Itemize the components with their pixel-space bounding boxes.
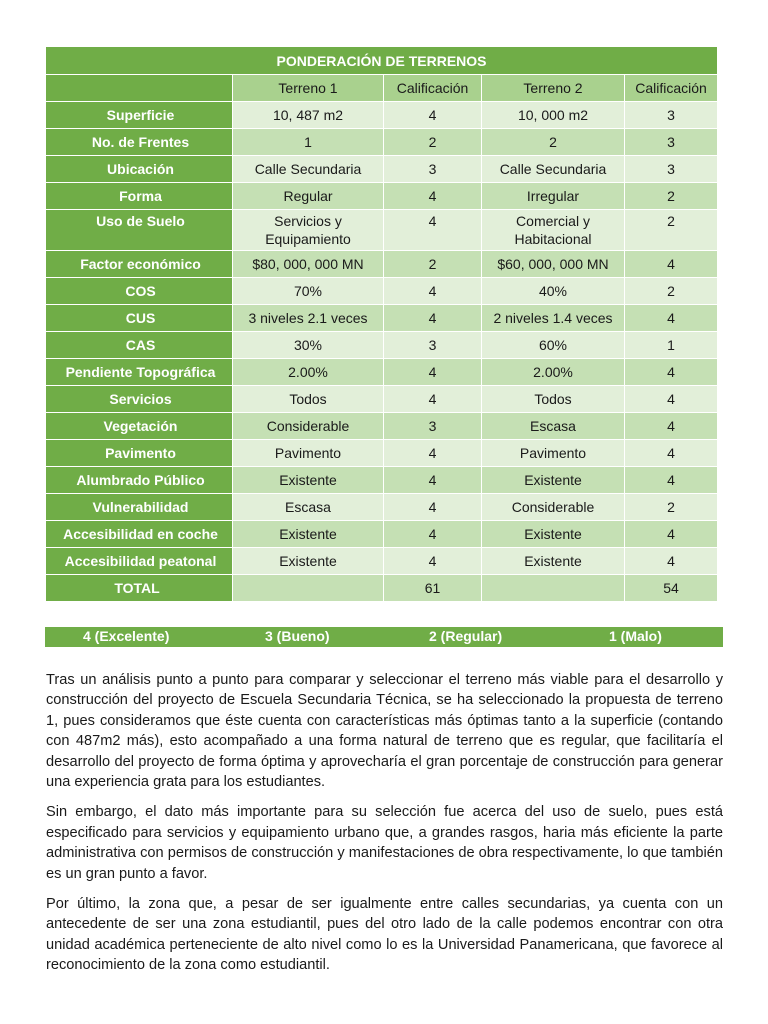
table-row — [46, 440, 718, 467]
calificacion-2-value: 4 — [625, 467, 718, 494]
terreno-1-value: Pavimento — [233, 440, 384, 467]
terreno-2-value: Escasa — [482, 413, 625, 440]
calificacion-2-value: 2 — [625, 278, 718, 305]
calificacion-1-value: 3 — [384, 156, 482, 183]
terreno-1-value: 30% — [233, 332, 384, 359]
table-row — [46, 521, 718, 548]
calificacion-2-value: 4 — [625, 305, 718, 332]
row-label: Accesibilidad peatonal — [46, 548, 233, 575]
terreno-2-value: Irregular — [482, 183, 625, 210]
terreno-2-value: Considerable — [482, 494, 625, 521]
total-calificacion-1: 61 — [384, 575, 482, 602]
terreno-2-value: 60% — [482, 332, 625, 359]
row-label: No. de Frentes — [46, 129, 233, 156]
row-label: Ubicación — [46, 156, 233, 183]
row-label: Alumbrado Público — [46, 467, 233, 494]
calificacion-2-value: 4 — [625, 413, 718, 440]
header-empty-cell — [46, 75, 233, 102]
table-body — [46, 102, 718, 575]
terreno-1-value: 10, 487 m2 — [233, 102, 384, 129]
table-row — [46, 359, 718, 386]
row-label: CAS — [46, 332, 233, 359]
scale-excelente: 4 (Excelente) — [83, 628, 170, 644]
table-row — [46, 413, 718, 440]
calificacion-1-value: 4 — [384, 386, 482, 413]
terreno-2-value: Calle Secundaria — [482, 156, 625, 183]
calificacion-2-value: 4 — [625, 359, 718, 386]
calificacion-1-value: 2 — [384, 129, 482, 156]
terreno-2-value: 10, 000 m2 — [482, 102, 625, 129]
table-row — [46, 467, 718, 494]
terreno-2-value: $60, 000, 000 MN — [482, 251, 625, 278]
calificacion-2-value: 3 — [625, 156, 718, 183]
table-row — [46, 210, 718, 251]
row-label: Pendiente Topográfica — [46, 359, 233, 386]
rating-scale-bar — [45, 627, 723, 647]
row-label: Uso de Suelo — [46, 210, 233, 251]
row-label: CUS — [46, 305, 233, 332]
calificacion-2-value: 4 — [625, 521, 718, 548]
paragraph-3: Por último, la zona que, a pesar de ser igualmente entre calles secundarias, ya cuenta con un antecedente de ser una zona estudiantil, pues del otro lado de la calle podemos encontrar con otra unidad académica perteneciente de alto nivel como lo es la Universidad Panamericana, que favorece al reconocimiento de la zona como estudiantil. — [46, 896, 723, 974]
calificacion-2-value: 3 — [625, 129, 718, 156]
calificacion-1-value: 4 — [384, 278, 482, 305]
row-label: Vulnerabilidad — [46, 494, 233, 521]
scale-regular: 2 (Regular) — [429, 628, 503, 644]
terreno-2-value: 40% — [482, 278, 625, 305]
table-row — [46, 129, 718, 156]
terreno-2-value: Todos — [482, 386, 625, 413]
table-row — [46, 102, 718, 129]
calificacion-1-value: 3 — [384, 332, 482, 359]
calificacion-1-value: 4 — [384, 359, 482, 386]
calificacion-1-value: 3 — [384, 413, 482, 440]
calificacion-1-value: 4 — [384, 440, 482, 467]
terreno-2-value: 2.00% — [482, 359, 625, 386]
table-row — [46, 386, 718, 413]
header-terreno-2: Terreno 2 — [482, 75, 625, 102]
terreno-2-value: 2 niveles 1.4 veces — [482, 305, 625, 332]
terreno-2-value: Existente — [482, 521, 625, 548]
calificacion-2-value: 4 — [625, 440, 718, 467]
table-title: PONDERACIÓN DE TERRENOS — [46, 47, 718, 75]
table-row — [46, 332, 718, 359]
row-label: Accesibilidad en coche — [46, 521, 233, 548]
calificacion-1-value: 2 — [384, 251, 482, 278]
calificacion-2-value: 2 — [625, 210, 718, 251]
calificacion-1-value: 4 — [384, 183, 482, 210]
row-label: Servicios — [46, 386, 233, 413]
row-label: Forma — [46, 183, 233, 210]
terreno-1-value: Existente — [233, 521, 384, 548]
terreno-1-value: 2.00% — [233, 359, 384, 386]
terreno-1-value: 70% — [233, 278, 384, 305]
terreno-1-value: 3 niveles 2.1 veces — [233, 305, 384, 332]
ponderacion-table — [45, 46, 718, 602]
row-label: Superficie — [46, 102, 233, 129]
calificacion-2-value: 2 — [625, 183, 718, 210]
table-row — [46, 183, 718, 210]
terreno-2-value: Existente — [482, 548, 625, 575]
total-calificacion-2: 54 — [625, 575, 718, 602]
terreno-1-value: Servicios y Equipamiento — [233, 210, 384, 251]
paragraph-2: Sin embargo, el dato más importante para su selección fue acerca del uso de suelo, pues está especificado para servicios y equipamiento urbano que, a grandes rasgos, haria más eficiente la parte administrativa con permisos de construcción y manifestaciones de obra respectivamente, lo que también es un gran punto a favor. — [46, 804, 723, 882]
scale-bueno: 3 (Bueno) — [265, 628, 330, 644]
terreno-1-value: Existente — [233, 467, 384, 494]
table-row — [46, 548, 718, 575]
calificacion-1-value: 4 — [384, 521, 482, 548]
terreno-1-value: Considerable — [233, 413, 384, 440]
terreno-2-value: Pavimento — [482, 440, 625, 467]
terreno-1-value: Escasa — [233, 494, 384, 521]
total-terreno-2-cell — [482, 575, 625, 602]
terreno-2-value: 2 — [482, 129, 625, 156]
terreno-1-value: Regular — [233, 183, 384, 210]
row-label: COS — [46, 278, 233, 305]
terreno-1-value: Existente — [233, 548, 384, 575]
table-row — [46, 251, 718, 278]
calificacion-2-value: 3 — [625, 102, 718, 129]
calificacion-2-value: 4 — [625, 548, 718, 575]
calificacion-1-value: 4 — [384, 548, 482, 575]
terreno-1-value: Calle Secundaria — [233, 156, 384, 183]
calificacion-1-value: 4 — [384, 102, 482, 129]
header-terreno-1: Terreno 1 — [233, 75, 384, 102]
calificacion-2-value: 4 — [625, 251, 718, 278]
total-terreno-1-cell — [233, 575, 384, 602]
terreno-2-value: Existente — [482, 467, 625, 494]
terreno-2-value: Comercial y Habitacional — [482, 210, 625, 251]
calificacion-1-value: 4 — [384, 467, 482, 494]
calificacion-1-value: 4 — [384, 210, 482, 251]
total-label: TOTAL — [46, 575, 233, 602]
terreno-1-value: Todos — [233, 386, 384, 413]
calificacion-2-value: 2 — [625, 494, 718, 521]
table-row — [46, 278, 718, 305]
row-label: Pavimento — [46, 440, 233, 467]
calificacion-2-value: 1 — [625, 332, 718, 359]
calificacion-1-value: 4 — [384, 494, 482, 521]
table-row — [46, 494, 718, 521]
terreno-1-value: $80, 000, 000 MN — [233, 251, 384, 278]
scale-malo: 1 (Malo) — [609, 628, 662, 644]
paragraph-1: Tras un análisis punto a punto para comparar y seleccionar el terreno más viable para el desarrollo y construcción del proyecto de Escuela Secundaria Técnica, se ha seleccionado la propuesta de terreno 1, pues consideramos que éste cuenta con características más óptimas tanto a la superficie (contando con 487m2 más), esto acompañado a una forma natural de terreno que es regular, que facilitaría el desarrollo del proyecto de forma óptima y aprovecharía el gran porcentaje de construcción para generar una experiencia grata para los estudiantes. — [46, 672, 723, 791]
calificacion-2-value: 4 — [625, 386, 718, 413]
body-text — [46, 670, 723, 986]
row-label: Factor económico — [46, 251, 233, 278]
row-label: Vegetación — [46, 413, 233, 440]
calificacion-1-value: 4 — [384, 305, 482, 332]
table-row — [46, 156, 718, 183]
table-row — [46, 305, 718, 332]
header-calificacion-2: Calificación — [625, 75, 718, 102]
terreno-1-value: 1 — [233, 129, 384, 156]
header-calificacion-1: Calificación — [384, 75, 482, 102]
